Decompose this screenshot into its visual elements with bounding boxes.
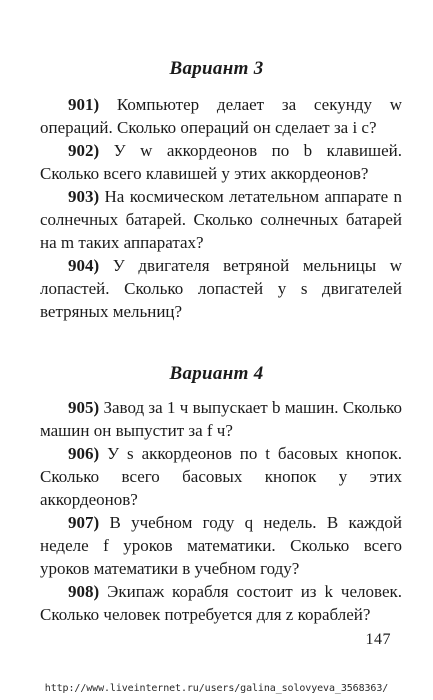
- problem-905: [40, 396, 402, 442]
- problem-902: [40, 139, 402, 185]
- problem-number: 904): [68, 256, 100, 275]
- problem-number: 905): [68, 398, 100, 417]
- problem-number: 902): [68, 141, 100, 160]
- variant-3-heading: Вариант 3: [169, 58, 264, 79]
- problem-number: 908): [68, 582, 100, 601]
- problem-text: Экипаж корабля состоит из k человек. Сколько человек потребуется для z кораблей?: [40, 582, 402, 624]
- problem-text: На космическом летательном аппарате n солнечных батарей. Сколько солнечных батарей на m таких аппаратах?: [40, 187, 402, 252]
- problem-text: У двигателя ветряной мельницы w лопастей. Сколько лопастей у s двигателей ветряных мельниц?: [40, 256, 402, 321]
- problem-901: [40, 93, 402, 139]
- problem-text: Компьютер делает за секунду w операций. Сколько операций он сделает за i с?: [40, 95, 402, 137]
- problem-text: Завод за 1 ч выпускает b машин. Сколько машин он выпустит за f ч?: [40, 398, 402, 440]
- problem-904: [40, 254, 402, 323]
- problem-903: [40, 185, 402, 254]
- problem-text: У s аккордеонов по t басовых кнопок. Сколько всего басовых кнопок у этих аккордеонов?: [40, 444, 402, 509]
- page-number: 147: [365, 631, 391, 648]
- variant-3-problems: [40, 93, 402, 323]
- problem-number: 901): [68, 95, 100, 114]
- variant-4-problems: [40, 396, 402, 626]
- problem-906: [40, 442, 402, 511]
- problem-text: У w аккордеонов по b клавишей. Сколько всего клавишей у этих аккордеонов?: [40, 141, 402, 183]
- problem-number: 903): [68, 187, 100, 206]
- variant-4-heading: Вариант 4: [169, 363, 264, 384]
- problem-number: 906): [68, 444, 100, 463]
- problem-text: В учебном году q недель. В каждой неделе f уроков математики. Сколько всего уроков математики в учебном году?: [40, 513, 402, 578]
- problem-907: [40, 511, 402, 580]
- problem-number: 907): [68, 513, 100, 532]
- problem-908: [40, 580, 402, 626]
- source-watermark: http://www.liveinternet.ru/users/galina_solovyeva_3568363/: [44, 683, 389, 694]
